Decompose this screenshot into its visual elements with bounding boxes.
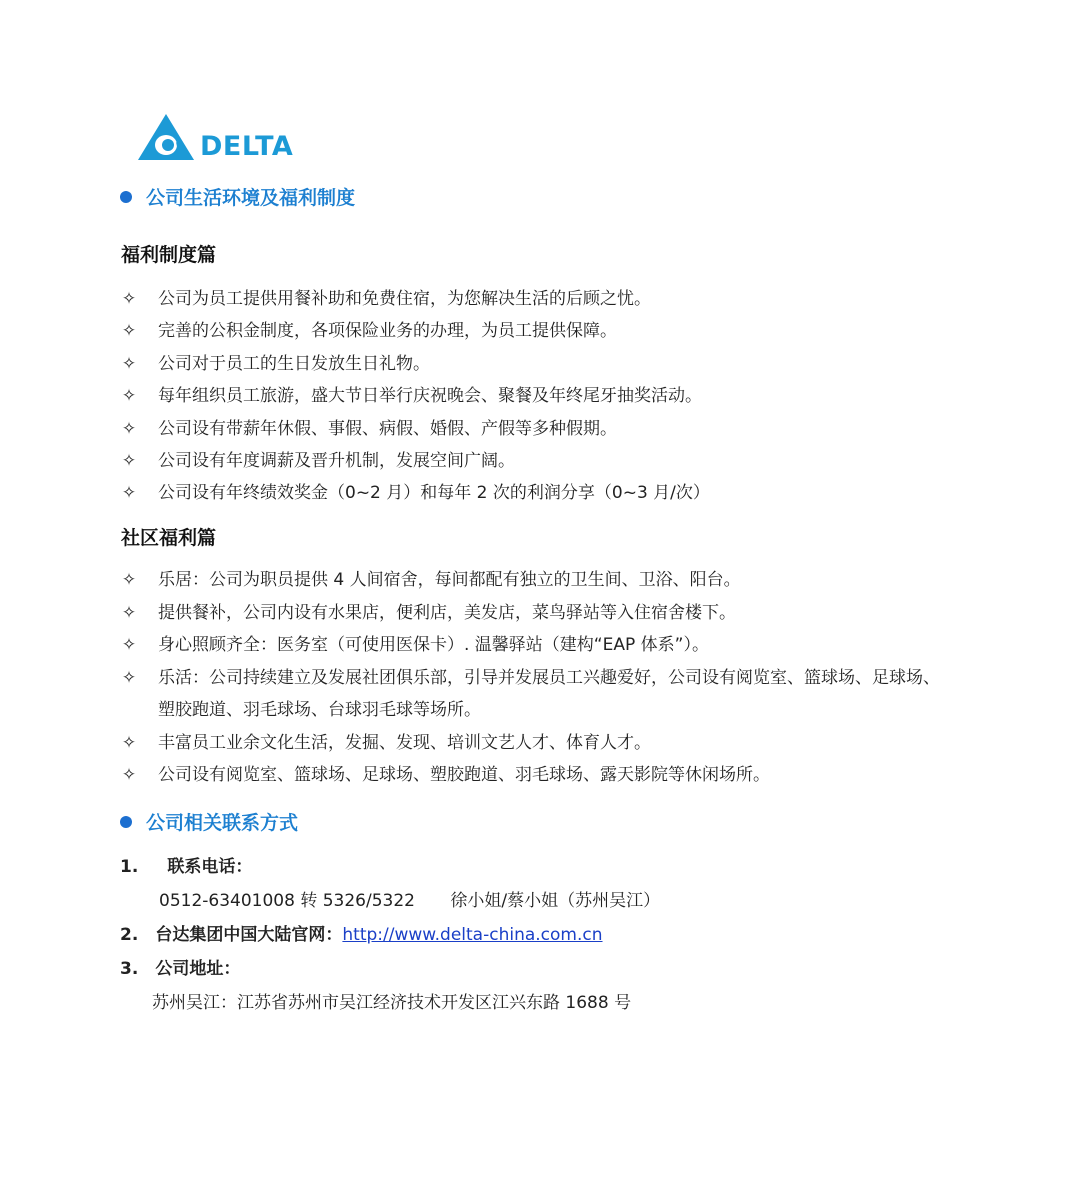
list-item: ✧ 每年组织员工旅游，盛大节日举行庆祝晚会、聚餐及年终尾牙抽奖活动。 [120,380,950,412]
list-item: ✧ 丰富员工业余文化生活，发掘、发现、培训文艺人才、体育人才。 [120,727,950,760]
address-value: 苏州吴江：江苏省苏州市吴江经济技术开发区江兴东路 1688 号 [152,993,632,1013]
list-item: ✧ 完善的公积金制度，各项保险业务的办理，为员工提供保障。 [120,315,950,347]
diamond-star-icon: ✧ [121,321,137,342]
list-item: ✧ 身心照顾齐全：医务室（可使用医保卡）. 温馨驿站（建构“EAP 体系”）。 [120,629,950,662]
contact-phone-row [120,850,950,884]
welfare-list [120,283,950,510]
logo-text: DELTA [200,131,294,162]
list-item: ✧ 公司为员工提供用餐补助和免费住宿，为您解决生活的后顾之忧。 [120,283,950,315]
diamond-star-icon: ✧ [121,353,137,374]
diamond-star-icon: ✧ [121,418,137,439]
list-item: ✧ 公司设有年度调薪及晋升机制，发展空间广阔。 [120,445,950,477]
diamond-star-icon: ✧ [121,451,137,472]
contact-address-value-row [120,986,950,1020]
community-list [120,564,950,792]
list-item: ✧ 提供餐补，公司内设有水果店，便利店，美发店，菜鸟驿站等入住宿舍楼下。 [120,597,950,630]
diamond-star-icon: ✧ [121,667,137,688]
welfare-heading: 福利制度篇 [121,244,217,266]
diamond-star-icon: ✧ [121,602,137,623]
diamond-star-icon: ✧ [121,570,137,590]
phone-contact-person: 徐小姐/蔡小姐（苏州吴江） [450,891,661,911]
contact-phone-value-row [120,884,950,918]
section-title-benefits [120,183,355,210]
section-title-contact [120,808,298,835]
address-label: 公司地址： [155,959,241,979]
contact-site-row [120,918,950,952]
list-item: ✧ 公司设有年终绩效奖金（0~2 月）和每年 2 次的利润分享（0~3 月/次） [120,477,950,509]
contact-info [120,850,950,1020]
phone-label: 联系电话： [167,857,253,877]
list-number: 1. [120,857,139,877]
list-item: ✧ 乐居：公司为职员提供 4 人间宿舍，每间都配有独立的卫生间、卫浴、阳台。 [120,564,950,597]
diamond-star-icon: ✧ [121,765,137,785]
diamond-star-icon: ✧ [121,732,137,753]
delta-triangle-icon [136,112,196,162]
phone-number: 0512-63401008 转 5326/5322 [159,891,415,911]
bullet-dot-icon [120,816,132,828]
section-title-text: 公司生活环境及福利制度 [146,187,356,209]
community-heading: 社区福利篇 [121,527,217,549]
list-item: ✧ 公司设有阅览室、篮球场、足球场、塑胶跑道、羽毛球场、露天影院等休闲场所。 [120,759,950,792]
diamond-star-icon: ✧ [121,289,137,309]
contact-address-row [120,952,950,986]
delta-logo [136,112,293,162]
list-item: ✧ 乐活：公司持续建立及发展社团俱乐部，引导并发展员工兴趣爱好，公司设有阅览室、篮球场、足球场、塑胶跑道、羽毛球场、台球羽毛球等场所。 [120,662,950,727]
list-number: 2. [120,925,139,945]
bullet-dot-icon [120,191,132,203]
list-item: ✧ 公司对于员工的生日发放生日礼物。 [120,348,950,380]
diamond-star-icon: ✧ [121,483,137,504]
site-label: 台达集团中国大陆官网： [155,925,343,945]
official-site-link[interactable]: http://www.delta-china.com.cn [342,925,603,945]
section-title-text: 公司相关联系方式 [146,812,299,834]
diamond-star-icon: ✧ [121,635,137,655]
list-item: ✧ 公司设有带薪年休假、事假、病假、婚假、产假等多种假期。 [120,413,950,445]
diamond-star-icon: ✧ [121,386,137,407]
list-number: 3. [120,959,139,979]
